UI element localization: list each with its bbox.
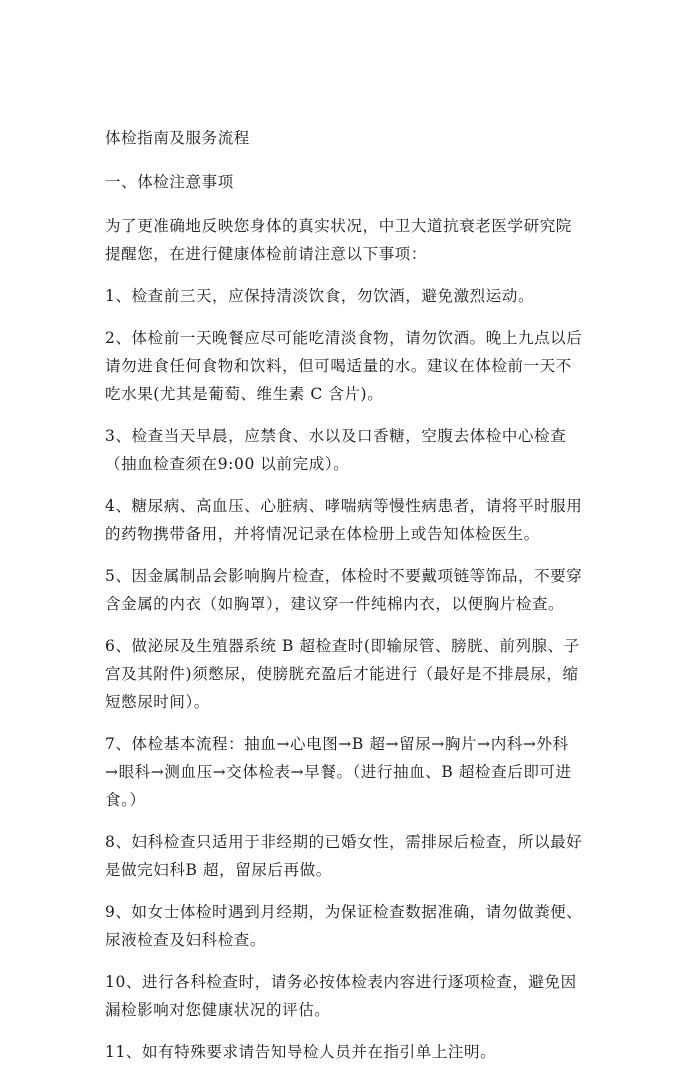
notice-item-line: 8、妇科检查只适用于非经期的已婚女性，需排尿后检查，所以最好 [105,833,583,851]
notice-item [105,422,595,478]
section-heading: 一、体检注意事项 [105,173,234,191]
notice-item-line: 宫及其附件)须憋尿，使膀胱充盈后才能进行（最好是不排晨尿，缩 [105,665,579,683]
notice-item [105,730,595,814]
notice-item [105,562,595,618]
document-body [105,124,595,1080]
notice-list [105,282,595,1066]
notice-item-line: 漏检影响对您健康状况的评估。 [105,1001,331,1019]
notice-item-line: 食。） [105,791,146,809]
notice-item [105,828,595,884]
notice-item-line: 短憋尿时间）。 [105,693,210,711]
notice-item-line: 11、如有特殊要求请告知导检人员并在指引单上注明。 [105,1043,497,1061]
notice-item-line: 10、进行各科检查时，请务必按体检表内容进行逐项检查，避免因 [105,973,577,991]
notice-item-line: 的药物携带备用，并将情况记录在体检册上或告知体检医生。 [105,525,540,543]
notice-item [105,282,595,310]
notice-item-line: 6、做泌尿及生殖器系统 B 超检查时(即输尿管、膀胱、前列腺、子 [105,637,580,655]
intro-paragraph [105,212,595,268]
notice-item-line: 9、如女士体检时遇到月经期，为保证检查数据准确，请勿做粪便、 [105,903,583,921]
notice-item-line: →眼科→测血压→交体检表→早餐。（进行抽血、B 超检查后即可进 [105,763,572,781]
notice-item-line: 吃水果(尤其是葡萄、维生素 C 含片)。 [105,385,384,403]
notice-item [105,968,595,1024]
notice-item-line: 2、体检前一天晚餐应尽可能吃清淡食物，请勿饮酒。晚上九点以后 [105,329,583,347]
intro-line: 为了更准确地反映您身体的真实状况，中卫大道抗衰老医学研究院 [105,217,572,235]
notice-item [105,898,595,954]
notice-item-line: 3、检查当天早晨，应禁食、水以及口香糖，空腹去体检中心检查 [105,427,567,445]
notice-item [105,632,595,716]
notice-item-line: 5、因金属制品会影响胸片检查，体检时不要戴项链等饰品，不要穿 [105,567,583,585]
notice-item-line: 尿液检查及妇科检查。 [105,931,267,949]
notice-item [105,324,595,408]
notice-item [105,1038,595,1066]
notice-item-line: 是做完妇科B 超，留尿后再做。 [105,861,332,879]
document-title: 体检指南及服务流程 [105,129,250,147]
intro-line: 提醒您，在进行健康体检前请注意以下事项： [105,245,428,263]
notice-item-line: 含金属的内衣（如胸罩），建议穿一件纯棉内衣，以便胸片检查。 [105,595,565,613]
notice-item-line: 4、糖尿病、高血压、心脏病、哮喘病等慢性病患者，请将平时服用 [105,497,583,515]
notice-item-line: （抽血检查须在9:00 以前完成）。 [105,455,350,473]
notice-item-line: 7、体检基本流程：抽血→心电图→B 超→留尿→胸片→内科→外科 [105,735,569,753]
notice-item-line: 1、检查前三天，应保持清淡饮食，勿饮酒，避免激烈运动。 [105,287,535,305]
notice-item [105,492,595,548]
notice-item-line: 请勿进食任何食物和饮料，但可喝适量的水。建议在体检前一天不 [105,357,572,375]
